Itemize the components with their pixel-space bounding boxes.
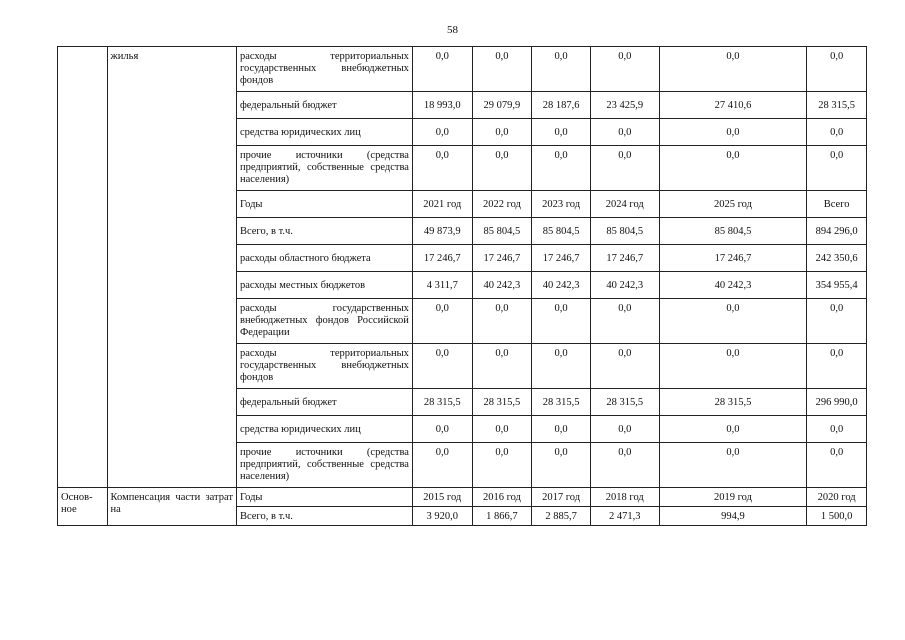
value-cell: 0,0 bbox=[472, 119, 532, 146]
value-cell: 0,0 bbox=[590, 443, 659, 488]
value-cell: 85 804,5 bbox=[659, 218, 807, 245]
value-cell: 40 242,3 bbox=[590, 272, 659, 299]
value-cell: 0,0 bbox=[659, 416, 807, 443]
value-cell: 0,0 bbox=[659, 299, 807, 344]
row-label-cell: Годы bbox=[236, 488, 412, 507]
value-cell: 28 315,5 bbox=[412, 389, 472, 416]
value-cell: 2019 год bbox=[659, 488, 807, 507]
value-cell: 0,0 bbox=[532, 416, 591, 443]
header-row bbox=[58, 488, 867, 507]
value-cell: 0,0 bbox=[472, 47, 532, 92]
value-cell: 40 242,3 bbox=[659, 272, 807, 299]
value-cell: 2 885,7 bbox=[532, 507, 591, 526]
value-cell: 2016 год bbox=[472, 488, 532, 507]
page-number: 58 bbox=[447, 24, 458, 36]
value-cell: 0,0 bbox=[807, 146, 867, 191]
value-cell: 0,0 bbox=[412, 119, 472, 146]
value-cell: 23 425,9 bbox=[590, 92, 659, 119]
value-cell: 0,0 bbox=[532, 146, 591, 191]
value-cell: 28 315,5 bbox=[472, 389, 532, 416]
row-label-cell: прочие источники (средства предприятий, собственные средства населения) bbox=[236, 443, 412, 488]
value-cell: 2017 год bbox=[532, 488, 591, 507]
value-cell: 994,9 bbox=[659, 507, 807, 526]
value-cell: 27 410,6 bbox=[659, 92, 807, 119]
value-cell: 40 242,3 bbox=[532, 272, 591, 299]
value-cell: 3 920,0 bbox=[412, 507, 472, 526]
value-cell: 0,0 bbox=[807, 416, 867, 443]
value-cell: 242 350,6 bbox=[807, 245, 867, 272]
row-label-cell: расходы областного бюджета bbox=[236, 245, 412, 272]
value-cell: 0,0 bbox=[659, 344, 807, 389]
value-cell: 28 315,5 bbox=[590, 389, 659, 416]
budget-table bbox=[57, 46, 867, 526]
value-cell: 2024 год bbox=[590, 191, 659, 218]
value-cell: 85 804,5 bbox=[590, 218, 659, 245]
value-cell: 17 246,7 bbox=[412, 245, 472, 272]
value-cell: 0,0 bbox=[807, 47, 867, 92]
measure-name-cell: жилья bbox=[107, 47, 236, 488]
value-cell: 4 311,7 bbox=[412, 272, 472, 299]
row-label-cell: федеральный бюджет bbox=[236, 389, 412, 416]
value-cell: 0,0 bbox=[807, 443, 867, 488]
value-cell: 0,0 bbox=[532, 119, 591, 146]
value-cell: 2025 год bbox=[659, 191, 807, 218]
value-cell: 0,0 bbox=[590, 146, 659, 191]
value-cell: 0,0 bbox=[807, 344, 867, 389]
value-cell: 0,0 bbox=[659, 47, 807, 92]
value-cell: 0,0 bbox=[807, 299, 867, 344]
value-cell: 17 246,7 bbox=[472, 245, 532, 272]
value-cell: 0,0 bbox=[472, 146, 532, 191]
value-cell: 0,0 bbox=[590, 47, 659, 92]
row-label-cell: расходы территориальных государственных внебюджетных фондов bbox=[236, 344, 412, 389]
row-label-cell: расходы территориальных государственных внебюджетных фондов bbox=[236, 47, 412, 92]
value-cell: 85 804,5 bbox=[472, 218, 532, 245]
value-cell: 2022 год bbox=[472, 191, 532, 218]
value-cell: 0,0 bbox=[412, 443, 472, 488]
value-cell: 1 500,0 bbox=[807, 507, 867, 526]
value-cell: 28 315,5 bbox=[659, 389, 807, 416]
value-cell: 17 246,7 bbox=[659, 245, 807, 272]
value-cell: 0,0 bbox=[659, 146, 807, 191]
value-cell: 0,0 bbox=[532, 344, 591, 389]
value-cell: 0,0 bbox=[532, 47, 591, 92]
value-cell: 0,0 bbox=[659, 119, 807, 146]
continued-cell bbox=[58, 47, 108, 488]
value-cell: 0,0 bbox=[412, 344, 472, 389]
value-cell: 2023 год bbox=[532, 191, 591, 218]
row-label-cell: расходы государственных внебюджетных фондов Российской Федерации bbox=[236, 299, 412, 344]
value-cell: 0,0 bbox=[590, 344, 659, 389]
value-cell: 296 990,0 bbox=[807, 389, 867, 416]
table-row bbox=[58, 47, 867, 92]
value-cell: 0,0 bbox=[532, 299, 591, 344]
row-label-cell: Всего, в т.ч. bbox=[236, 507, 412, 526]
value-cell: 0,0 bbox=[472, 299, 532, 344]
value-cell: 29 079,9 bbox=[472, 92, 532, 119]
value-cell: 17 246,7 bbox=[590, 245, 659, 272]
value-cell: 354 955,4 bbox=[807, 272, 867, 299]
value-cell: 28 315,5 bbox=[807, 92, 867, 119]
measure-name-cell: Компенсация части затрат на bbox=[107, 488, 236, 526]
value-cell: 0,0 bbox=[659, 443, 807, 488]
value-cell: 40 242,3 bbox=[472, 272, 532, 299]
value-cell: 0,0 bbox=[412, 47, 472, 92]
value-cell: 0,0 bbox=[472, 443, 532, 488]
value-cell: 2021 год bbox=[412, 191, 472, 218]
value-cell: 894 296,0 bbox=[807, 218, 867, 245]
value-cell: 28 315,5 bbox=[532, 389, 591, 416]
table-body bbox=[58, 47, 867, 526]
value-cell: 0,0 bbox=[590, 299, 659, 344]
value-cell: 0,0 bbox=[472, 344, 532, 389]
value-cell: 2 471,3 bbox=[590, 507, 659, 526]
row-label-cell: прочие источники (средства предприятий, собственные средства населения) bbox=[236, 146, 412, 191]
value-cell: 0,0 bbox=[807, 119, 867, 146]
value-cell: 0,0 bbox=[412, 299, 472, 344]
value-cell: Всего bbox=[807, 191, 867, 218]
row-label-cell: расходы местных бюджетов bbox=[236, 272, 412, 299]
value-cell: 0,0 bbox=[412, 416, 472, 443]
value-cell: 0,0 bbox=[590, 119, 659, 146]
value-cell: 0,0 bbox=[472, 416, 532, 443]
row-label-cell: Всего, в т.ч. bbox=[236, 218, 412, 245]
row-label-cell: средства юридических лиц bbox=[236, 119, 412, 146]
value-cell: 2020 год bbox=[807, 488, 867, 507]
value-cell: 1 866,7 bbox=[472, 507, 532, 526]
value-cell: 0,0 bbox=[590, 416, 659, 443]
value-cell: 0,0 bbox=[412, 146, 472, 191]
value-cell: 85 804,5 bbox=[532, 218, 591, 245]
row-label-cell: Годы bbox=[236, 191, 412, 218]
main-measure-cell: Основ-ное bbox=[58, 488, 108, 526]
value-cell: 17 246,7 bbox=[532, 245, 591, 272]
row-label-cell: средства юридических лиц bbox=[236, 416, 412, 443]
value-cell: 0,0 bbox=[532, 443, 591, 488]
value-cell: 2015 год bbox=[412, 488, 472, 507]
value-cell: 2018 год bbox=[590, 488, 659, 507]
value-cell: 49 873,9 bbox=[412, 218, 472, 245]
row-label-cell: федеральный бюджет bbox=[236, 92, 412, 119]
value-cell: 18 993,0 bbox=[412, 92, 472, 119]
value-cell: 28 187,6 bbox=[532, 92, 591, 119]
